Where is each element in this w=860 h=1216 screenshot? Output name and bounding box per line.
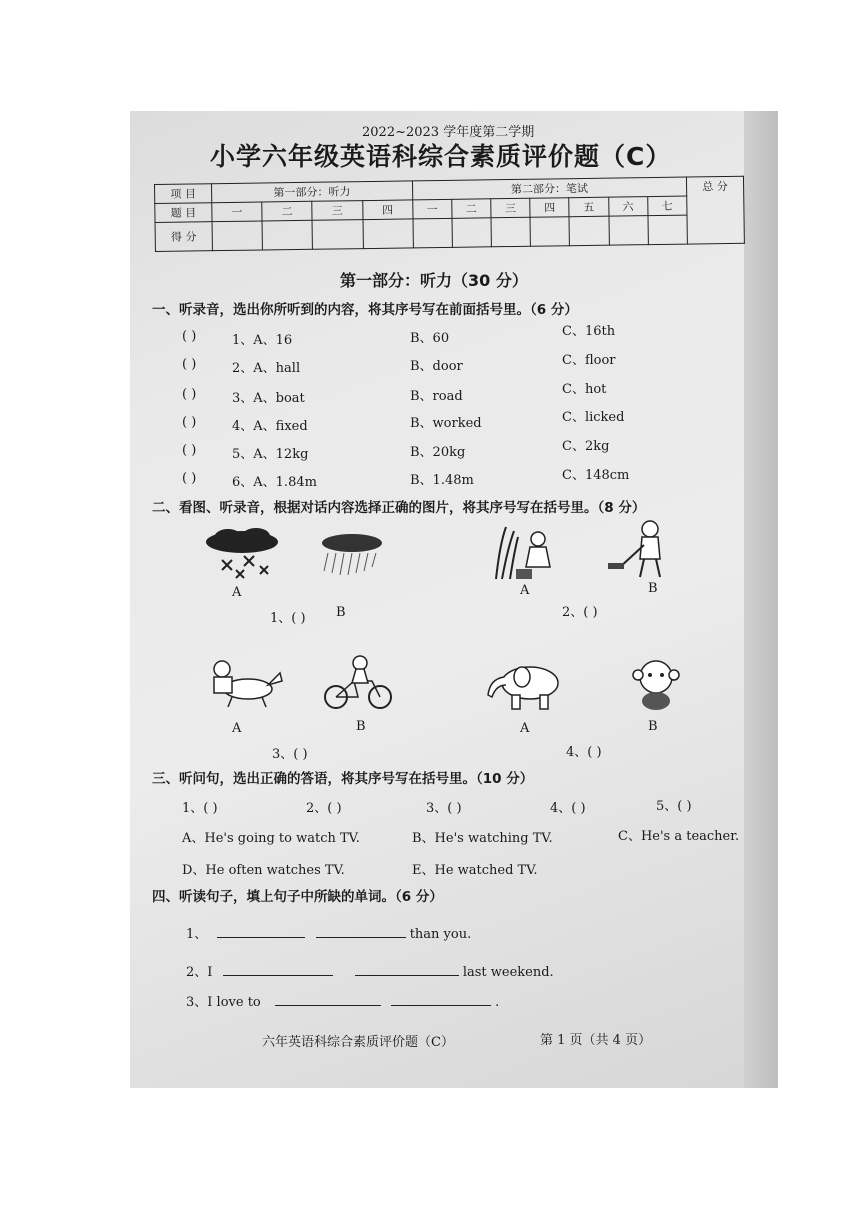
q1-option-b: B、20kg [410, 445, 466, 460]
q3-blank[interactable]: 2、( ) [306, 801, 342, 816]
score-col: 一 [212, 202, 262, 222]
score-cell[interactable] [648, 215, 688, 245]
q4-item-prefix: 2、I [186, 965, 213, 980]
q1-option-b: B、door [410, 359, 463, 374]
score-table-part1: 第一部分：听力 [212, 181, 413, 203]
q2-answer-4[interactable]: 4、( ) [566, 745, 602, 760]
score-cell[interactable] [452, 218, 492, 248]
score-col: 五 [569, 197, 608, 217]
q4-item [186, 961, 554, 980]
girl-planting-picture [490, 523, 560, 583]
school-year: 2022~2023 学年度第二学期 [362, 125, 535, 140]
score-table-item-label: 项 目 [155, 184, 212, 204]
q2-label-b: B [648, 719, 658, 734]
q2-answer-1[interactable]: 1、( ) [270, 611, 306, 626]
score-cell[interactable] [413, 218, 453, 248]
q3-blank[interactable]: 3、( ) [426, 801, 462, 816]
q2-label-a: A [520, 583, 530, 598]
q1-paren[interactable]: ( ) [182, 471, 197, 486]
part1-title: 第一部分：听力（30 分） [340, 271, 528, 290]
exam-title: 小学六年级英语科综合素质评价题（C） [210, 142, 672, 171]
snow-cloud-picture [202, 526, 284, 580]
q1-heading: 一、听录音，选出你所听到的内容，将其序号写在前面括号里。（6 分） [152, 302, 578, 318]
q4-blank[interactable] [316, 925, 406, 938]
q1-paren[interactable]: ( ) [182, 415, 197, 430]
score-table-score-label: 得 分 [155, 222, 212, 252]
q3-blank[interactable]: 5、( ) [656, 799, 692, 814]
score-table [154, 176, 745, 252]
riding-bike-picture [320, 655, 396, 711]
q1-paren[interactable]: ( ) [182, 443, 197, 458]
q3-heading: 三、听问句，选出正确的答语，将其序号写在括号里。（10 分） [152, 771, 534, 787]
q4-heading: 四、听读句子，填上句子中所缺的单词。（6 分） [152, 889, 443, 905]
exam-page [130, 111, 778, 1088]
q1-option-c: C、16th [562, 324, 616, 339]
score-cell[interactable] [609, 216, 649, 246]
q4-item-prefix: 3、I love to [186, 995, 261, 1010]
q1-option-a: 2、A、hall [232, 361, 301, 376]
q1-option-b: B、1.48m [410, 473, 474, 488]
q2-answer-3[interactable]: 3、( ) [272, 747, 308, 762]
q2-answer-2[interactable]: 2、( ) [562, 605, 598, 620]
elephant-picture [482, 659, 568, 713]
score-table-question-label: 题 目 [155, 203, 212, 223]
score-cell[interactable] [312, 220, 363, 250]
q4-item-suffix: last weekend. [462, 965, 554, 980]
q2-label-b: B [648, 581, 658, 596]
q3-option: A、He's going to watch TV. [182, 831, 360, 846]
q4-item-prefix: 1、 [186, 927, 208, 942]
q1-option-c: C、floor [562, 353, 616, 368]
score-cell[interactable] [363, 219, 414, 249]
score-cell[interactable] [530, 217, 570, 247]
score-col: 三 [312, 201, 362, 221]
q2-label-b: B [356, 719, 366, 734]
q4-blank[interactable] [217, 925, 305, 938]
q2-heading: 二、看图、听录音，根据对话内容选择正确的图片，将其序号写在括号里。（8 分） [152, 500, 646, 516]
q4-item [186, 923, 471, 942]
q4-item-suffix: . [495, 995, 500, 1010]
score-col: 二 [452, 199, 491, 219]
q2-label-a: A [232, 721, 242, 736]
q3-option: C、He's a teacher. [618, 829, 740, 844]
q4-item [186, 991, 499, 1010]
q1-option-b: B、worked [410, 416, 482, 431]
q2-label-a: A [232, 585, 242, 600]
score-col: 六 [608, 197, 647, 217]
q1-paren[interactable]: ( ) [182, 387, 197, 402]
score-cell[interactable] [491, 217, 531, 247]
q2-label-a: A [520, 721, 530, 736]
score-table-part2: 第二部分：笔试 [412, 177, 686, 200]
footer-title: 六年英语科综合素质评价题（C） [262, 1035, 454, 1050]
score-col: 四 [362, 200, 412, 220]
monkey-picture [622, 655, 688, 713]
q1-option-b: B、road [410, 389, 463, 404]
q1-option-a: 4、A、fixed [232, 419, 308, 434]
q3-option: B、He's watching TV. [412, 831, 553, 846]
q1-option-c: C、licked [562, 410, 625, 425]
score-cell[interactable] [262, 220, 313, 250]
q4-blank[interactable] [391, 993, 491, 1006]
q1-option-b: B、60 [410, 331, 450, 346]
q2-label-b: B [336, 605, 346, 620]
q1-option-c: C、hot [562, 382, 607, 397]
boy-sweeping-picture [604, 519, 680, 579]
score-col: 二 [262, 201, 312, 221]
q1-paren[interactable]: ( ) [182, 329, 197, 344]
exam-photo [130, 111, 778, 1088]
q1-paren[interactable]: ( ) [182, 357, 197, 372]
q1-option-a: 5、A、12kg [232, 447, 309, 462]
q1-option-a: 6、A、1.84m [232, 475, 317, 490]
score-col: 四 [530, 198, 569, 218]
q1-option-c: C、148cm [562, 468, 630, 483]
score-table-total: 总 分 [686, 176, 744, 244]
q1-option-c: C、2kg [562, 439, 610, 454]
q1-option-a: 1、A、16 [232, 333, 293, 348]
q3-option: D、He often watches TV. [182, 863, 345, 878]
score-cell[interactable] [212, 221, 263, 251]
q4-item-suffix: than you. [409, 927, 472, 942]
q4-blank[interactable] [223, 963, 333, 976]
q4-blank[interactable] [355, 963, 459, 976]
score-cell[interactable] [569, 216, 609, 246]
q3-blank[interactable]: 4、( ) [550, 801, 586, 816]
riding-horse-picture [192, 657, 284, 709]
score-col: 一 [412, 199, 451, 219]
page-number: 第 1 页（共 4 页） [540, 1033, 652, 1048]
score-col: 三 [491, 198, 530, 218]
q3-option: E、He watched TV. [412, 863, 538, 878]
q1-option-a: 3、A、boat [232, 391, 305, 406]
rain-cloud-picture [318, 531, 388, 581]
q3-blank[interactable]: 1、( ) [182, 801, 218, 816]
score-col: 七 [648, 196, 687, 216]
q4-blank[interactable] [275, 993, 381, 1006]
